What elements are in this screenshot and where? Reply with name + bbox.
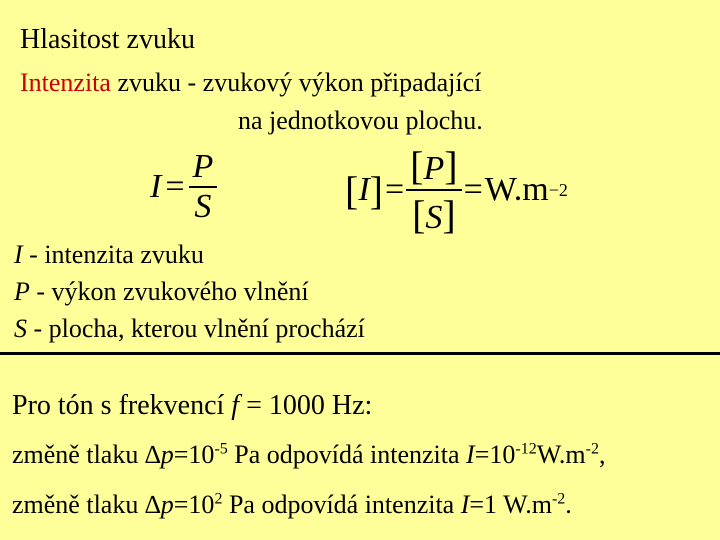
formula-lhs: I [150, 168, 162, 205]
variable-power: P - výkon zvukového vlnění [14, 277, 309, 306]
variable-area: S - plocha, kterou vlnění prochází [14, 314, 365, 343]
unit-denominator: [S] [412, 192, 456, 237]
definition-term: Intenzita [20, 68, 111, 97]
definition-line-1 [20, 68, 481, 98]
variable-intensity: I - intenzita zvuku [14, 240, 204, 269]
unit-fraction [406, 142, 461, 238]
fraction-denominator: S [194, 188, 212, 225]
unit-exponent: −2 [548, 179, 568, 200]
formula-unit [345, 142, 568, 238]
definition-line-2: na jednotkovou plochu. [238, 106, 483, 135]
definition-text: zvuku - zvukový výkon připadající [110, 68, 482, 97]
formula-fraction [189, 148, 218, 226]
unit-value: W.m [484, 171, 549, 208]
formula-equals: = [165, 168, 185, 205]
tone-line-1: změně tlaku $\Delta p=10^{-5}$ Pa odpovídá intenzita $I=10^{-12}W.m^{-2}$, [12, 440, 606, 469]
unit-equals-1: = [384, 171, 405, 208]
fraction-numerator: P [192, 148, 214, 185]
unit-numerator: [P] [410, 143, 458, 188]
tone-line-2: změně tlaku $\Delta p=10^2$ Pa odpovídá intenzita I=1 $W.m^{-2}$. [12, 490, 572, 519]
unit-lhs: I [358, 171, 370, 208]
unit-equals-2: = [463, 171, 483, 208]
formula-intensity [150, 148, 217, 226]
page-title: Hlasitost zvuku [20, 24, 195, 55]
tone-intro: Pro tón s frekvencí f = 1000 Hz: [12, 390, 373, 421]
bracket-close: ] [369, 167, 383, 213]
divider-line [0, 352, 720, 355]
bracket-open: [ [345, 167, 359, 213]
